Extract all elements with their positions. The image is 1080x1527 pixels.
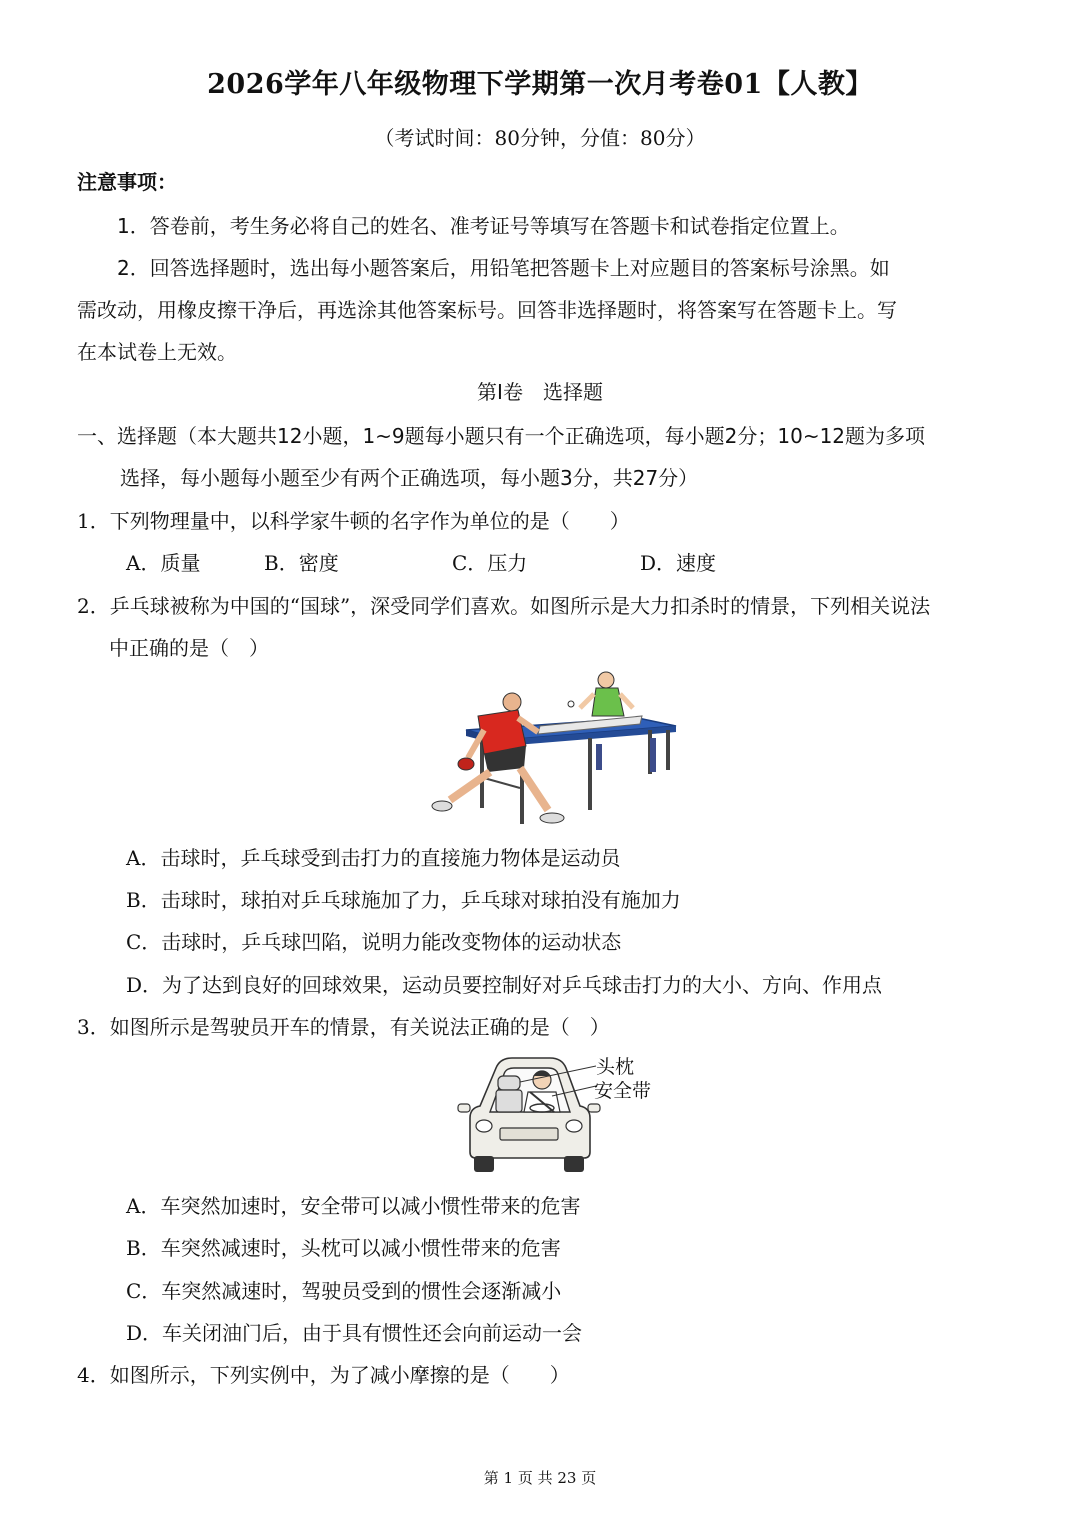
car-driver-figure	[456, 1052, 602, 1176]
figure-label-seatbelt: 安全带	[594, 1080, 652, 1102]
q1-option-b: B．密度	[264, 551, 339, 575]
exam-subtitle: （考试时间：80分钟，分值：80分）	[374, 126, 706, 150]
q2-option-c: C．击球时，乒乓球凹陷，说明力能改变物体的运动状态	[126, 930, 622, 954]
q3-option-d: D．车关闭油门后，由于具有惯性还会向前运动一会	[126, 1321, 583, 1345]
notes-heading: 注意事项：	[77, 170, 177, 194]
exam-title: 2026学年八年级物理下学期第一次月考卷01【人教】	[207, 69, 873, 100]
q3-option-a: A．车突然加速时，安全带可以减小惯性带来的危害	[126, 1194, 581, 1218]
q2-stem-b: 中正确的是（ ）	[109, 636, 269, 660]
ping-pong-figure	[428, 668, 684, 830]
q3-option-b: B．车突然减速时，头枕可以减小惯性带来的危害	[126, 1236, 561, 1260]
q1-option-a: A．质量	[126, 551, 201, 575]
notes-line-2a: 2．回答选择题时，选出每小题答案后，用铅笔把答题卡上对应题目的答案标号涂黑。如	[117, 256, 890, 280]
q2-stem-a: 2．乒乓球被称为中国的“国球”，深受同学们喜欢。如图所示是大力扣杀时的情景，下列相关说法	[77, 594, 931, 618]
notes-line-2c: 在本试卷上无效。	[77, 340, 237, 364]
q2-option-d: D．为了达到良好的回球效果，运动员要控制好对乒乓球击打力的大小、方向、作用点	[126, 973, 883, 997]
q1-option-c: C．压力	[452, 551, 528, 575]
q1-option-d: D．速度	[640, 551, 717, 575]
section-title: 第Ⅰ卷 选择题	[477, 380, 603, 404]
q2-option-b: B．击球时，球拍对乒乓球施加了力，乒乓球对球拍没有施加力	[126, 888, 681, 912]
notes-line-2b: 需改动，用橡皮擦干净后，再选涂其他答案标号。回答非选择题时，将答案写在答题卡上。写	[77, 298, 897, 322]
q3-stem: 3．如图所示是驾驶员开车的情景，有关说法正确的是（ ）	[77, 1015, 610, 1039]
q4-stem: 4．如图所示，下列实例中，为了减小摩擦的是（ ）	[77, 1363, 570, 1387]
notes-line-1: 1．答卷前，考生务必将自己的姓名、准考证号等填写在答题卡和试卷指定位置上。	[117, 214, 850, 238]
part-heading-a: 一、选择题（本大题共12小题，1~9题每小题只有一个正确选项，每小题2分；10~12题为多项	[77, 424, 926, 448]
q3-option-c: C．车突然减速时，驾驶员受到的惯性会逐渐减小	[126, 1279, 562, 1303]
q1-stem: 1．下列物理量中，以科学家牛顿的名字作为单位的是（ ）	[77, 509, 630, 533]
figure-label-headrest: 头枕	[596, 1056, 635, 1078]
page-footer: 第 1 页 共 23 页	[483, 1469, 597, 1487]
part-heading-b: 选择，每小题每小题至少有两个正确选项，每小题3分，共27分）	[120, 466, 699, 490]
q2-option-a: A．击球时，乒乓球受到击打力的直接施力物体是运动员	[126, 846, 621, 870]
